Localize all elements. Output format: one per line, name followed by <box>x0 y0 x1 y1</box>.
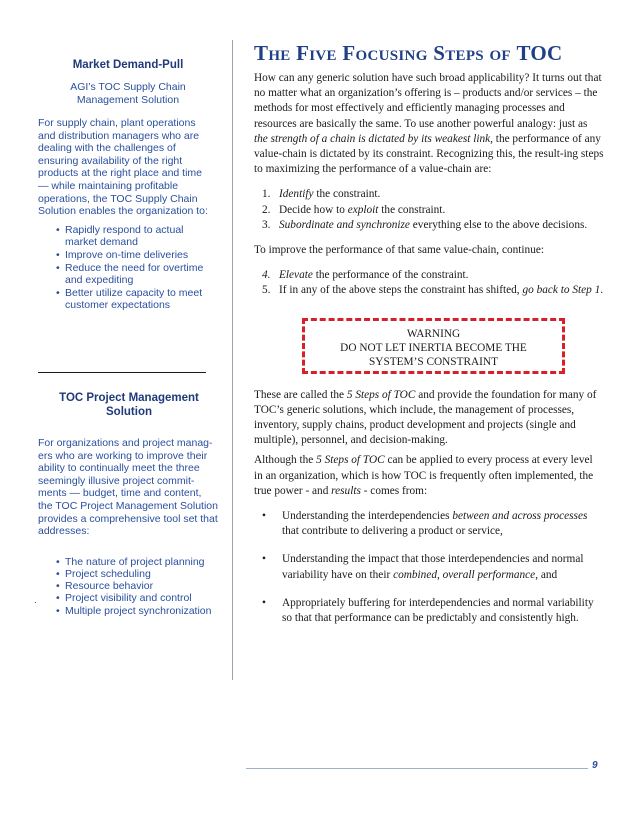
list-item-line: • Reduce the need for overtime <box>65 261 204 274</box>
title-part: F <box>342 41 356 65</box>
sidebar-heading-project-management <box>38 391 220 419</box>
steps-foundation-paragraph <box>254 388 604 449</box>
list-item-line: and expediting <box>65 274 134 287</box>
text-emphasis: exploit <box>347 203 379 216</box>
step-number: 5. <box>262 284 271 297</box>
step-item <box>262 283 604 298</box>
page-title <box>254 40 604 66</box>
warning-line: DO NOT LET INERTIA BECOME THE <box>340 341 527 354</box>
sidebar-intro-line: the TOC Project Management Solution <box>38 499 218 512</box>
list-item: • Project visibility and control <box>56 592 220 604</box>
list-item: • Multiple project synchronization <box>56 605 220 617</box>
title-part: F <box>296 41 310 65</box>
true-power-list <box>254 509 604 626</box>
sidebar-subheading-line: Management Solution <box>76 94 180 106</box>
list-item-line: market demand <box>65 236 138 249</box>
step-item <box>262 203 604 218</box>
elevate-steps-list <box>254 268 604 298</box>
text-emphasis: go back to Step 1 <box>522 284 601 297</box>
text-emphasis: 5 Steps of TOC <box>346 388 416 401</box>
warning-callout <box>302 318 565 374</box>
sidebar-intro-line: provides a comprehensive tool set that <box>38 512 218 525</box>
main-column <box>254 40 604 626</box>
step-number: 3. <box>262 218 271 231</box>
list-item-line: • Rapidly respond to actual <box>65 223 184 236</box>
intro-paragraph <box>254 71 604 177</box>
sidebar-intro-line: dealing with the challenges of <box>38 142 176 155</box>
text-emphasis: 5 Steps of TOC <box>316 454 385 467</box>
text-run: and provide the foundation for many of TOC’s generic solutions, which include, the management of processes, inventory, supply chains, product development and projects (single and multiple), personnel, and decision-making. <box>254 388 597 447</box>
sidebar-intro-line: — while maintaining profitable <box>38 179 179 192</box>
list-item <box>262 509 604 539</box>
sidebar-intro-line: products at the right place and time <box>38 167 203 180</box>
list-item-line: customer expectations <box>65 299 171 312</box>
page-number: 9 <box>592 760 598 771</box>
sidebar-heading-line: Solution <box>106 406 152 418</box>
list-item: • Resource behavior <box>56 580 220 592</box>
text-run: Decide how to <box>279 203 348 216</box>
focusing-steps-list <box>254 187 604 233</box>
text-run: , and <box>535 568 558 581</box>
text-run: everything else to the above decisions. <box>409 218 588 231</box>
list-item-line: • Improve on-time deliveries <box>65 248 189 261</box>
sidebar-intro-line: For supply chain, plant operations <box>38 117 196 129</box>
title-part: teps of <box>445 41 517 65</box>
column-divider <box>232 40 233 680</box>
list-item: • Appropriately buffering for interdependencies and normal variability so that that performance can be predictably and consistently high. <box>262 596 604 626</box>
sidebar-intro-line: ability to continually meet the three <box>38 462 200 475</box>
list-item <box>262 552 604 582</box>
text-emphasis: between and across processes <box>452 510 588 523</box>
sidebar-intro-line: seemingly illusive project commit- <box>38 474 195 487</box>
sidebar-intro-line: Solution enables the organization to: <box>38 205 208 218</box>
title-part: S <box>433 41 446 65</box>
step-number: 4. <box>262 269 271 282</box>
text-run: the constraint. <box>313 188 381 201</box>
sidebar-intro-line: operations, the TOC Supply Chain <box>38 192 198 205</box>
warning-line: WARNING <box>406 327 461 340</box>
sidebar-intro-line: and distribution managers who are <box>38 129 200 142</box>
title-part: he <box>268 41 297 65</box>
text-run: Understanding the interdependencies <box>282 510 453 523</box>
title-part: T <box>254 41 269 65</box>
title-part: ocusing <box>355 41 434 65</box>
step-number: 1. <box>262 188 271 201</box>
text-emphasis: Elevate <box>279 269 313 282</box>
list-item: • The nature of project planning <box>56 556 220 568</box>
text-run: the constraint. <box>378 203 446 216</box>
text-run: can be applied to every process at every level in an organization, which is how TOC is frequently often implemented, the true power - and <box>254 454 594 497</box>
sidebar-topics-list <box>38 556 220 617</box>
text-run: Understanding the impact that those interdependencies and normal variability have on their <box>282 553 584 581</box>
text-run: These are called the <box>254 388 347 401</box>
list-item-line: • Better utilize capacity to meet <box>65 286 203 299</box>
sidebar-heading-line: TOC Project Management <box>59 392 199 404</box>
text-run: the performance of the constraint. <box>312 269 469 282</box>
sidebar-heading-market-demand: Market Demand-Pull <box>72 59 184 71</box>
text-run: that contribute to delivering a product or service, <box>282 525 503 538</box>
text-emphasis: Identify <box>279 188 314 201</box>
sidebar-benefits-list <box>38 224 218 312</box>
title-part: TOC <box>516 41 563 65</box>
step-number: 2. <box>262 203 271 216</box>
true-power-paragraph <box>254 453 604 499</box>
text-emphasis: Subordinate and synchronize <box>279 218 410 231</box>
step-item <box>262 268 604 283</box>
text-run: . <box>600 284 604 297</box>
sidebar-subheading <box>38 81 218 107</box>
sidebar-intro-line: ments — budget, time and content, <box>38 487 202 500</box>
sidebar-intro-line: addresses: <box>38 525 90 538</box>
text-run: , the performance of any value-chain is dictated by its constraint. Recognizing this, the result-ing steps to maximizing the performance of a value-chain are: <box>254 132 604 176</box>
list-item <box>56 287 218 312</box>
sidebar-intro-line: For organizations and project manag- <box>38 437 213 449</box>
text-emphasis: the strength of a chain is dictated by its weakest link <box>254 132 491 145</box>
text-emphasis: combined, overall performance <box>393 568 536 581</box>
step-item <box>262 218 604 233</box>
stray-mark: · <box>34 597 37 607</box>
sidebar-intro-line: ers who are working to improve their <box>38 449 208 462</box>
list-item: • Project scheduling <box>56 568 220 580</box>
title-part: ive <box>309 41 343 65</box>
text-run: How can any generic solution have such broad applicability? It turns out that no matter what an organization’s offering is – products and/or services – the methods for most effectively and efficiently managing processes and resources are basically the same. To use another powerful analogy: just as <box>254 72 602 130</box>
step-item <box>262 187 604 202</box>
sidebar-supply-chain <box>38 58 218 312</box>
warning-line: SYSTEM’S CONSTRAINT <box>369 355 498 368</box>
sidebar-project-management <box>38 391 220 617</box>
sidebar-intro <box>38 437 220 538</box>
text-run: - comes from: <box>360 484 428 497</box>
sidebar-intro <box>38 117 218 218</box>
sidebar-divider <box>38 372 206 373</box>
footer-rule <box>246 768 588 769</box>
text-run: Although the <box>254 454 317 467</box>
list-item <box>56 262 218 287</box>
sidebar-subheading-line: AGI’s TOC Supply Chain <box>70 81 186 93</box>
list-item <box>56 224 218 249</box>
text-emphasis: results <box>331 484 361 497</box>
text-run: If in any of the above steps the constraint has shifted, <box>279 284 523 297</box>
list-item <box>56 249 218 262</box>
continue-paragraph: To improve the performance of that same value-chain, continue: <box>254 244 544 257</box>
sidebar-intro-line: ensuring availability of the right <box>38 154 183 167</box>
